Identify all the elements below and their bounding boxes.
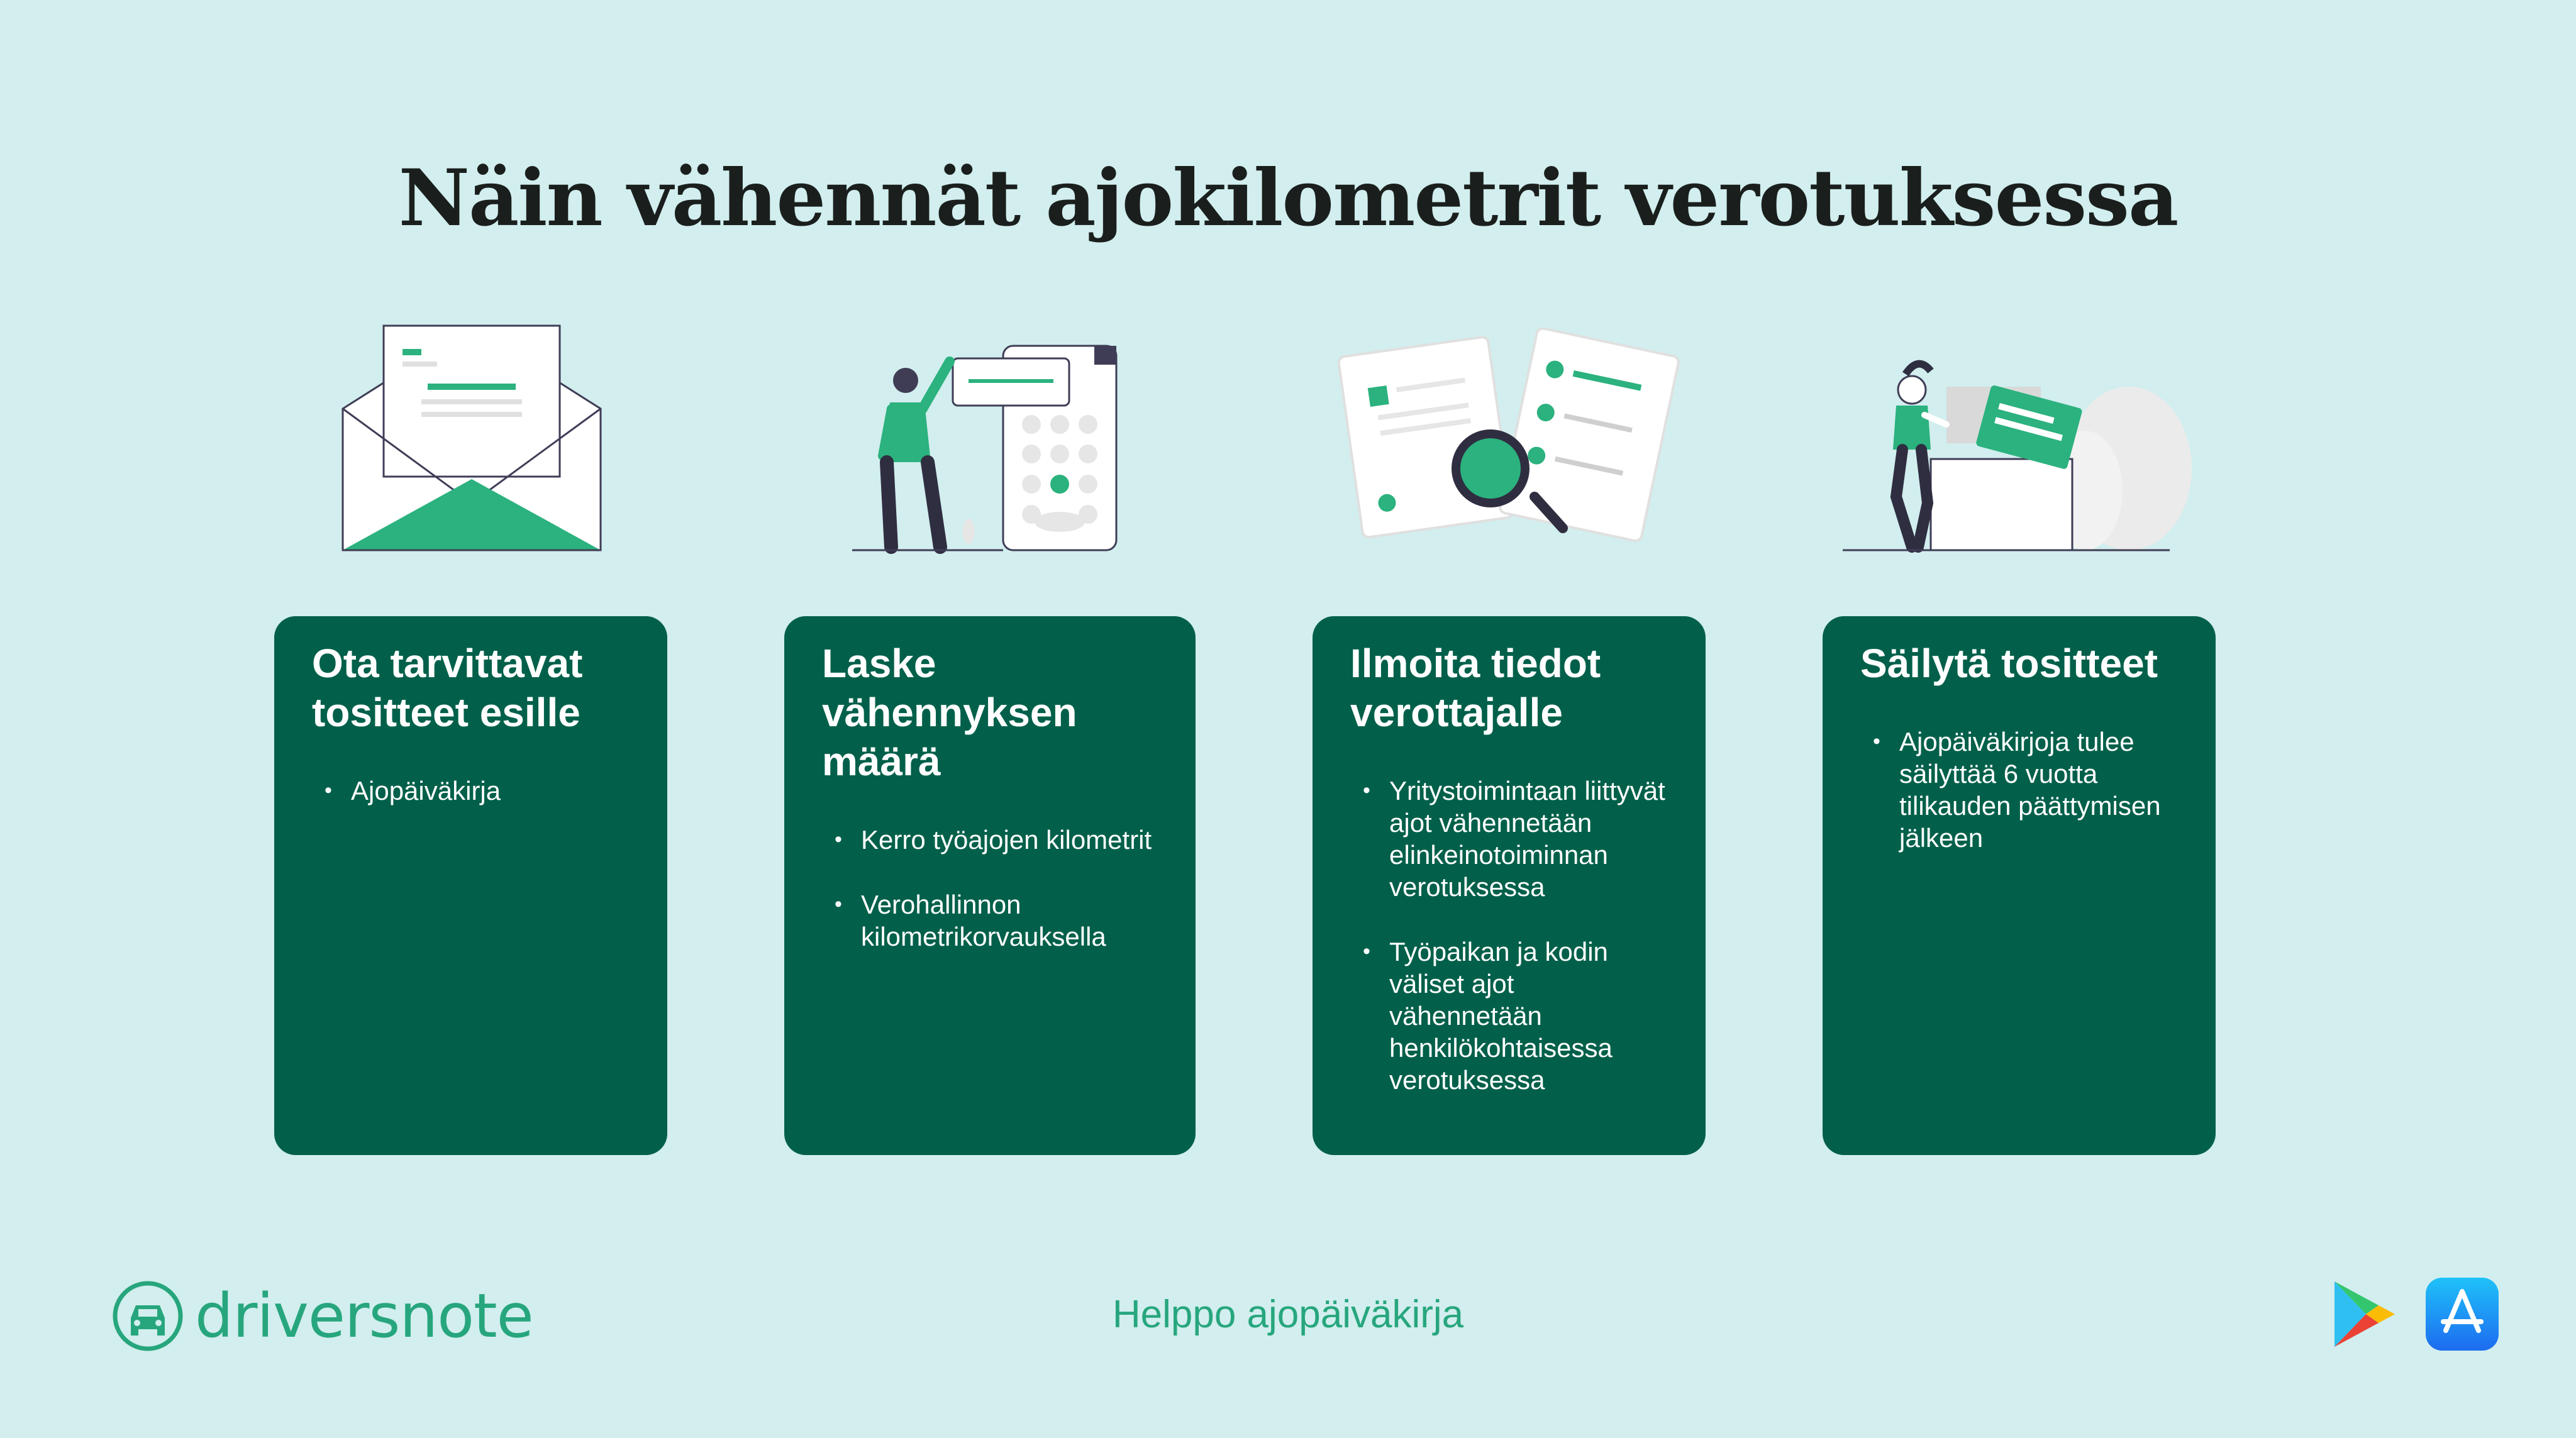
bullet-item: • Kerro työajojen kilometrit xyxy=(822,824,1158,856)
person-with-calculator-illustration xyxy=(852,314,1129,566)
envelope-with-letter-illustration xyxy=(333,314,610,566)
brand-name: driversnote xyxy=(195,1281,533,1351)
step-card-1 xyxy=(274,616,667,1155)
step-card-3 xyxy=(1313,616,1706,1155)
bullet-item: • Yritystoimintaan liittyvät ajot vähennetään elinkeinotoiminnan verotuksessa xyxy=(1350,775,1668,903)
page-title: Näin vähennät ajokilometrit verotuksessa xyxy=(398,153,2178,245)
bullet-list xyxy=(822,824,1158,953)
bullet-list xyxy=(1860,726,2178,854)
person-filing-documents-illustration xyxy=(1836,314,2214,566)
step-card-4 xyxy=(1823,616,2216,1155)
app-store-icon[interactable] xyxy=(2424,1276,2500,1352)
bullet-item: • Verohallinnon kilometrikorvauksella xyxy=(822,888,1158,953)
bullet-list xyxy=(1350,775,1668,1096)
card-heading: Säilytä tositteet xyxy=(1860,641,2158,686)
bullet-item: • Ajopäiväkirja xyxy=(312,775,630,807)
bullet-item: • Ajopäiväkirjoja tulee säilyttää 6 vuotta tilikauden päättymisen jälkeen xyxy=(1860,726,2178,854)
card-heading: Ilmoita tiedot verottajalle xyxy=(1350,641,1601,735)
bullet-list xyxy=(312,775,630,807)
tagline: Helppo ajopäiväkirja xyxy=(1112,1293,1464,1336)
step-card-2 xyxy=(784,616,1196,1155)
card-heading: Ota tarvittavat tositteet esille xyxy=(312,641,583,735)
card-heading: Laske vähennyksen määrä xyxy=(822,641,1077,784)
google-play-icon[interactable] xyxy=(2327,1276,2402,1352)
documents-with-magnifier-illustration xyxy=(1333,314,1685,566)
bullet-item: • Työpaikan ja kodin väliset ajot vähennetään henkilökohtaisessa verotuksessa xyxy=(1350,936,1668,1096)
